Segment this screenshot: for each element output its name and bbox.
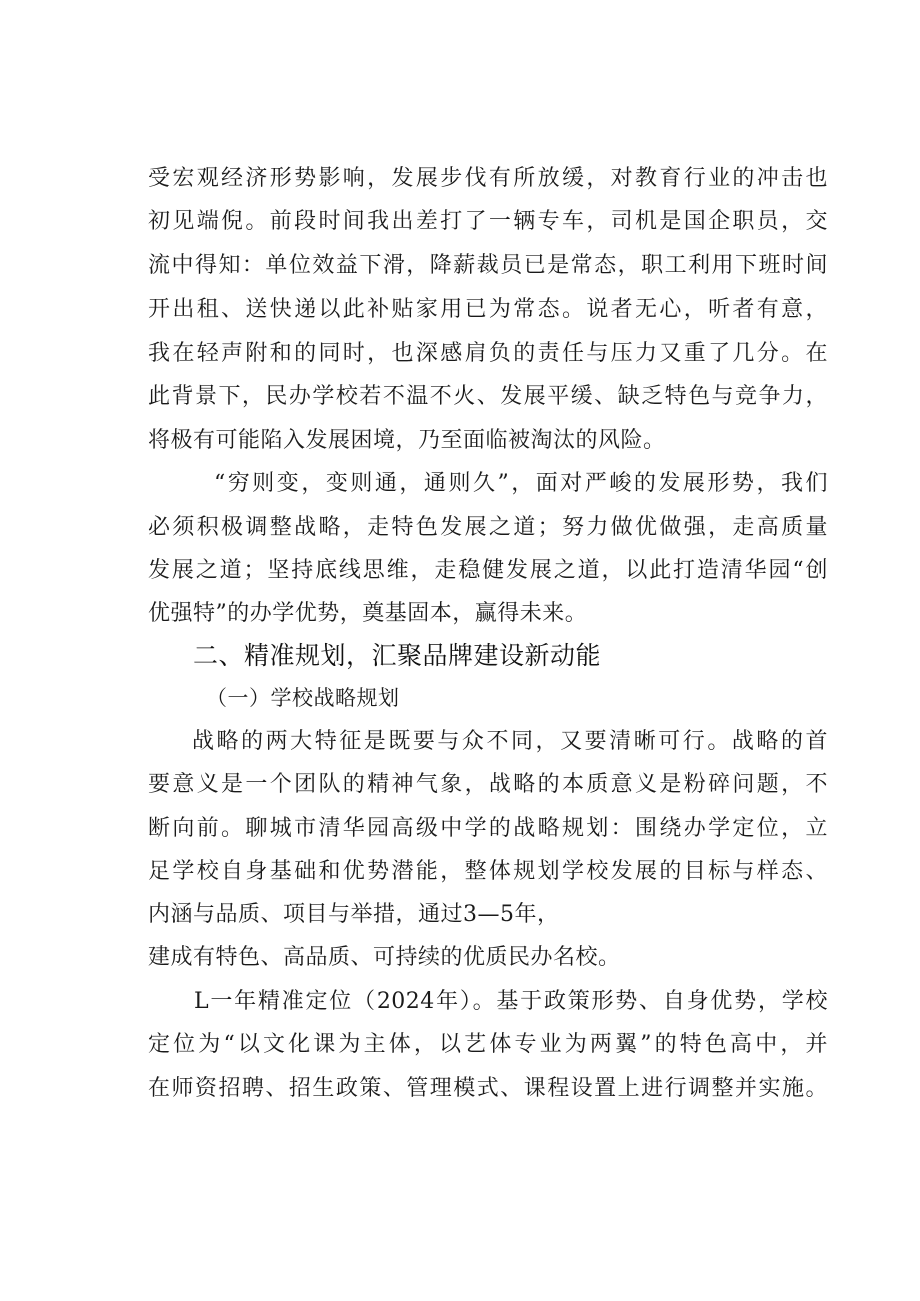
paragraph-3-line-5: 内涵与品质、项目与举措，通过3—5年， xyxy=(148,902,560,927)
paragraph-3-line-2: 要意义是一个团队的精神气象，战略的本质意义是粉碎问题，不 xyxy=(148,772,828,797)
paragraph-4-line-3: 在师资招聘、招生政策、管理模式、课程设置上进行调整并实施。 xyxy=(148,1076,828,1101)
paragraph-2-line-2: 必须积极调整战略，走特色发展之道；努力做优做强，走高质量 xyxy=(148,515,828,540)
paragraph-1-line-3: 流中得知：单位效益下滑，降薪裁员已是常态，职工利用下班时间 xyxy=(148,253,828,278)
paragraph-4-line-1: L一年精准定位（2024年）。基于政策形势、自身优势，学校 xyxy=(194,989,828,1014)
subsection-heading: （一）学校战略规划 xyxy=(206,686,400,710)
paragraph-3-line-1: 战略的两大特征是既要与众不同，又要清晰可行。战略的首 xyxy=(192,729,828,754)
paragraph-3-line-4: 足学校自身基础和优势潜能，整体规划学校发展的目标与样态、 xyxy=(148,859,828,884)
paragraph-1-line-1: 受宏观经济形势影响，发展步伐有所放缓，对教育行业的冲击也 xyxy=(148,166,828,191)
paragraph-2-line-4: 优强特”的办学优势，奠基固本，赢得未来。 xyxy=(148,601,588,626)
paragraph-1-line-2: 初见端倪。前段时间我出差打了一辆专车，司机是国企职员，交 xyxy=(148,209,828,234)
paragraph-1-line-5: 我在轻声附和的同时，也深感肩负的责任与压力又重了几分。在 xyxy=(148,341,828,366)
paragraph-1-line-6: 此背景下，民办学校若不温不火、发展平缓、缺乏特色与竞争力， xyxy=(148,384,828,409)
paragraph-1-line-7: 将极有可能陷入发展困境，乃至面临被淘汰的风险。 xyxy=(148,428,666,453)
paragraph-2-line-3: 发展之道；坚持底线思维，走稳健发展之道，以此打造清华园“创 xyxy=(148,558,828,583)
paragraph-3-line-6: 建成有特色、高品质、可持续的优质民办名校。 xyxy=(148,945,621,970)
paragraph-4-line-2: 定位为“以文化课为主体，以艺体专业为两翼”的特色高中，并 xyxy=(148,1032,828,1057)
paragraph-2-line-1: “穷则变，变则通，通则久”，面对严峻的发展形势，我们 xyxy=(214,471,828,496)
paragraph-3-line-3: 断向前。聊城市清华园高级中学的战略规划：围绕办学定位，立 xyxy=(148,816,828,841)
section-heading: 二、精准规划，汇聚品牌建设新动能 xyxy=(193,641,602,670)
paragraph-1-line-4: 开出租、送快递以此补贴家用已为常态。说者无心，听者有意， xyxy=(148,297,828,322)
